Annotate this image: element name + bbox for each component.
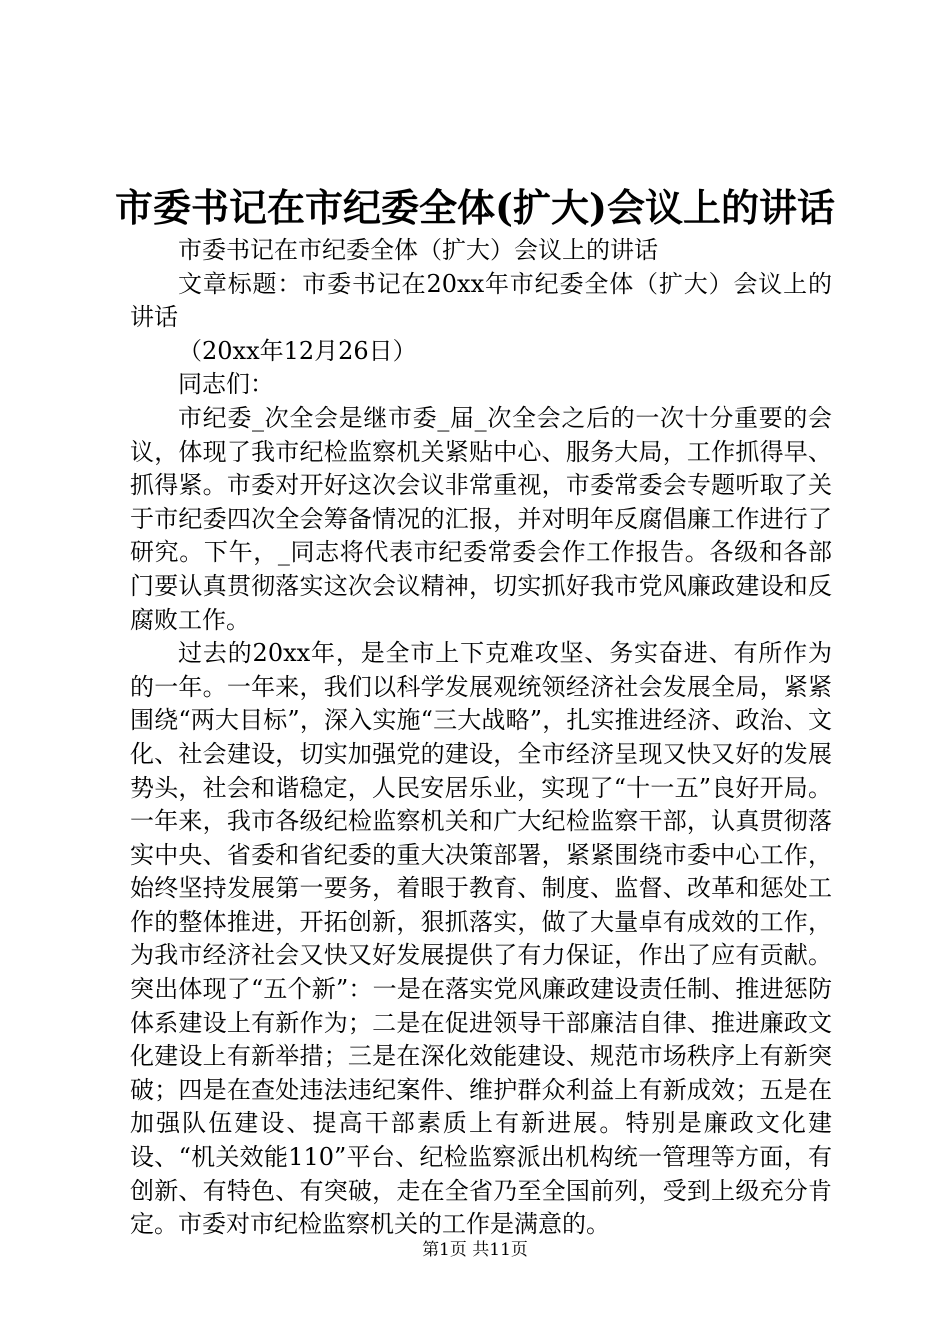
- paragraph-body-1: 市纪委_次全会是继市委_届_次全会之后的一次十分重要的会议，体现了我市纪检监察机关紧贴中心、服务大局，工作抓得早、抓得紧。市委对开好这次会议非常重视，市委常委会专题听取了关于市纪委四次全会筹备情况的汇报，并对明年反腐倡廉工作进行了研究。下午，_同志将代表市纪委常委会作工作报告。各级和各部门要认真贯彻落实这次会议精神，切实抓好我市党风廉政建设和反腐败工作。: [130, 403, 832, 634]
- document-body: [130, 234, 832, 1242]
- paragraph-body-2: 过去的20xx年，是全市上下克难攻坚、务实奋进、有所作为的一年。一年来，我们以科学发展观统领经济社会发展全局，紧紧围绕“两大目标”，深入实施“三大战略”，扎实推进经济、政治、文化、社会建设，切实加强党的建设，全市经济呈现又快又好的发展势头，社会和谐稳定，人民安居乐业，实现了“十一五”良好开局。一年来，我市各级纪检监察机关和广大纪检监察干部，认真贯彻落实中央、省委和省纪委的重大决策部署，紧紧围绕市委中心工作，始终坚持发展第一要务，着眼于教育、制度、监督、改革和惩处工作的整体推进，开拓创新，狠抓落实，做了大量卓有成效的工作，为我市经济社会又快又好发展提供了有力保证，作出了应有贡献。突出体现了“五个新”：一是在落实党风廉政建设责任制、推进惩防体系建设上有新作为；二是在促进领导干部廉洁自律、推进廉政文化建设上有新举措；三是在深化效能建设、规范市场秩序上有新突破；四是在查处违法违纪案件、维护群众利益上有新成效；五是在加强队伍建设、提高干部素质上有新进展。特别是廉政文化建设、“机关效能110”平台、纪检监察派出机构统一管理等方面，有创新、有特色、有突破，走在全省乃至全国前列，受到上级充分肯定。市委对市纪检监察机关的工作是满意的。: [130, 639, 832, 1239]
- paragraph-article-title: 文章标题：市委书记在20xx年市纪委全体（扩大）会议上的讲话: [130, 269, 832, 332]
- document-title: 市委书记在市纪委全体(扩大)会议上的讲话: [115, 185, 835, 230]
- paragraph-salutation: 同志们：: [178, 370, 274, 399]
- page-footer: 第1页 共11页: [422, 1240, 528, 1260]
- paragraph-subtitle: 市委书记在市纪委全体（扩大）会议上的讲话: [178, 236, 658, 264]
- paragraph-date: （20xx年12月26日）: [178, 336, 417, 365]
